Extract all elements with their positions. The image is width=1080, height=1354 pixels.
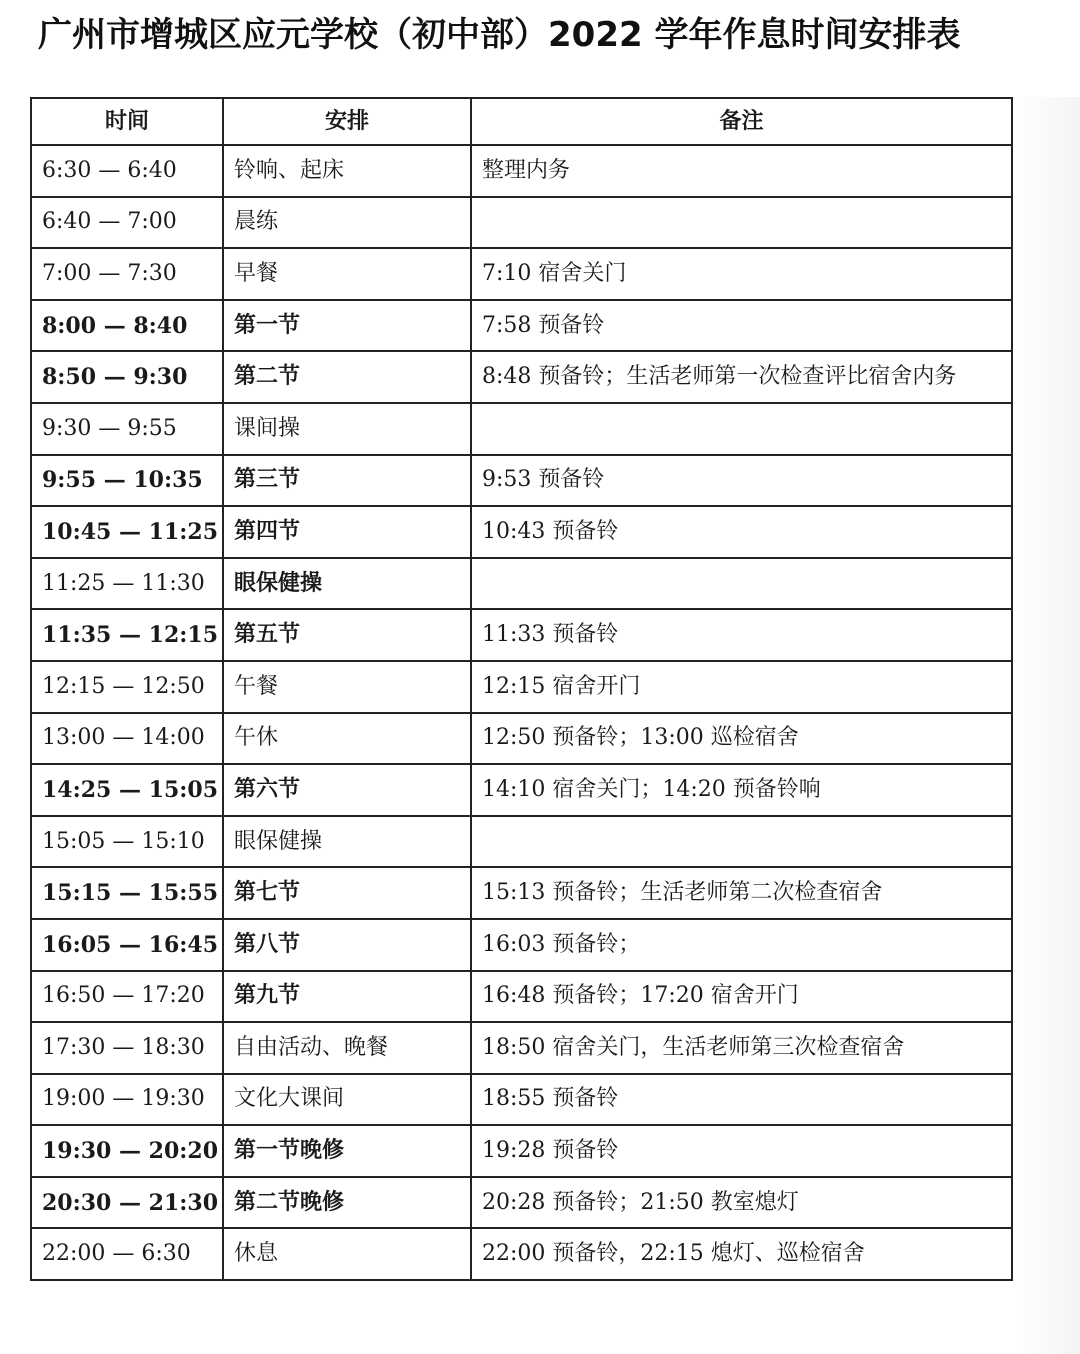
activity-cell: 第一节	[223, 300, 471, 352]
note-cell: 16:48 预备铃；17:20 宿舍开门	[471, 971, 1012, 1023]
table-row	[31, 248, 1012, 300]
activity-cell: 午餐	[223, 661, 471, 713]
activity-cell: 早餐	[223, 248, 471, 300]
table-row	[31, 145, 1012, 197]
time-cell: 16:50 — 17:20	[31, 971, 223, 1023]
time-cell: 19:30 — 20:20	[31, 1125, 223, 1177]
table-row	[31, 300, 1012, 352]
activity-cell: 第二节晚修	[223, 1177, 471, 1229]
note-cell: 12:15 宿舍开门	[471, 661, 1012, 713]
time-cell: 7:00 — 7:30	[31, 248, 223, 300]
table-row	[31, 816, 1012, 868]
note-cell: 11:33 预备铃	[471, 609, 1012, 661]
activity-cell: 晨练	[223, 197, 471, 249]
time-cell: 19:00 — 19:30	[31, 1074, 223, 1126]
header-activity: 安排	[223, 98, 471, 145]
activity-cell: 第二节	[223, 351, 471, 403]
table-row	[31, 1228, 1012, 1280]
note-cell: 7:10 宿舍关门	[471, 248, 1012, 300]
activity-cell: 第五节	[223, 609, 471, 661]
table-row	[31, 609, 1012, 661]
activity-cell: 铃响、起床	[223, 145, 471, 197]
time-cell: 8:50 — 9:30	[31, 351, 223, 403]
time-cell: 15:15 — 15:55	[31, 867, 223, 919]
page-title: 广州市增城区应元学校（初中部）2022 学年作息时间安排表	[38, 15, 961, 55]
note-cell: 18:50 宿舍关门，生活老师第三次检查宿舍	[471, 1022, 1012, 1074]
activity-cell: 第四节	[223, 506, 471, 558]
activity-cell: 眼保健操	[223, 558, 471, 610]
note-cell: 14:10 宿舍关门；14:20 预备铃响	[471, 764, 1012, 816]
time-cell: 16:05 — 16:45	[31, 919, 223, 971]
note-cell: 整理内务	[471, 145, 1012, 197]
time-cell: 11:35 — 12:15	[31, 609, 223, 661]
table-row	[31, 661, 1012, 713]
activity-cell: 第六节	[223, 764, 471, 816]
table-row	[31, 1125, 1012, 1177]
note-cell: 8:48 预备铃；生活老师第一次检查评比宿舍内务	[471, 351, 1012, 403]
table-row	[31, 713, 1012, 765]
time-cell: 9:55 — 10:35	[31, 455, 223, 507]
time-cell: 8:00 — 8:40	[31, 300, 223, 352]
time-cell: 9:30 — 9:55	[31, 403, 223, 455]
header-note: 备注	[471, 98, 1012, 145]
time-cell: 15:05 — 15:10	[31, 816, 223, 868]
time-cell: 10:45 — 11:25	[31, 506, 223, 558]
time-cell: 6:40 — 7:00	[31, 197, 223, 249]
table-row	[31, 919, 1012, 971]
table-header-row	[31, 98, 1012, 145]
note-cell	[471, 197, 1012, 249]
time-cell: 17:30 — 18:30	[31, 1022, 223, 1074]
activity-cell: 休息	[223, 1228, 471, 1280]
note-cell: 12:50 预备铃；13:00 巡检宿舍	[471, 713, 1012, 765]
activity-cell: 第八节	[223, 919, 471, 971]
note-cell: 22:00 预备铃，22:15 熄灯、巡检宿舍	[471, 1228, 1012, 1280]
note-cell: 7:58 预备铃	[471, 300, 1012, 352]
time-cell: 12:15 — 12:50	[31, 661, 223, 713]
table-row	[31, 197, 1012, 249]
note-cell	[471, 558, 1012, 610]
activity-cell: 眼保健操	[223, 816, 471, 868]
time-cell: 22:00 — 6:30	[31, 1228, 223, 1280]
table-row	[31, 351, 1012, 403]
time-cell: 13:00 — 14:00	[31, 713, 223, 765]
note-cell	[471, 403, 1012, 455]
page-edge-shadow	[1015, 97, 1080, 1354]
note-cell: 20:28 预备铃；21:50 教室熄灯	[471, 1177, 1012, 1229]
table-row	[31, 1074, 1012, 1126]
time-cell: 14:25 — 15:05	[31, 764, 223, 816]
activity-cell: 文化大课间	[223, 1074, 471, 1126]
note-cell: 9:53 预备铃	[471, 455, 1012, 507]
time-cell: 20:30 — 21:30	[31, 1177, 223, 1229]
table-row	[31, 867, 1012, 919]
table-row	[31, 764, 1012, 816]
activity-cell: 第七节	[223, 867, 471, 919]
time-cell: 11:25 — 11:30	[31, 558, 223, 610]
table-row	[31, 506, 1012, 558]
note-cell: 15:13 预备铃；生活老师第二次检查宿舍	[471, 867, 1012, 919]
table-row	[31, 455, 1012, 507]
note-cell: 18:55 预备铃	[471, 1074, 1012, 1126]
note-cell: 10:43 预备铃	[471, 506, 1012, 558]
note-cell: 16:03 预备铃；	[471, 919, 1012, 971]
activity-cell: 第九节	[223, 971, 471, 1023]
table-row	[31, 403, 1012, 455]
note-cell: 19:28 预备铃	[471, 1125, 1012, 1177]
schedule-body	[31, 145, 1012, 1280]
header-time: 时间	[31, 98, 223, 145]
schedule-table	[30, 97, 1013, 1281]
table-row	[31, 1022, 1012, 1074]
note-cell	[471, 816, 1012, 868]
table-row	[31, 971, 1012, 1023]
activity-cell: 课间操	[223, 403, 471, 455]
activity-cell: 第一节晚修	[223, 1125, 471, 1177]
time-cell: 6:30 — 6:40	[31, 145, 223, 197]
activity-cell: 第三节	[223, 455, 471, 507]
activity-cell: 自由活动、晚餐	[223, 1022, 471, 1074]
table-row	[31, 1177, 1012, 1229]
activity-cell: 午休	[223, 713, 471, 765]
table-row	[31, 558, 1012, 610]
